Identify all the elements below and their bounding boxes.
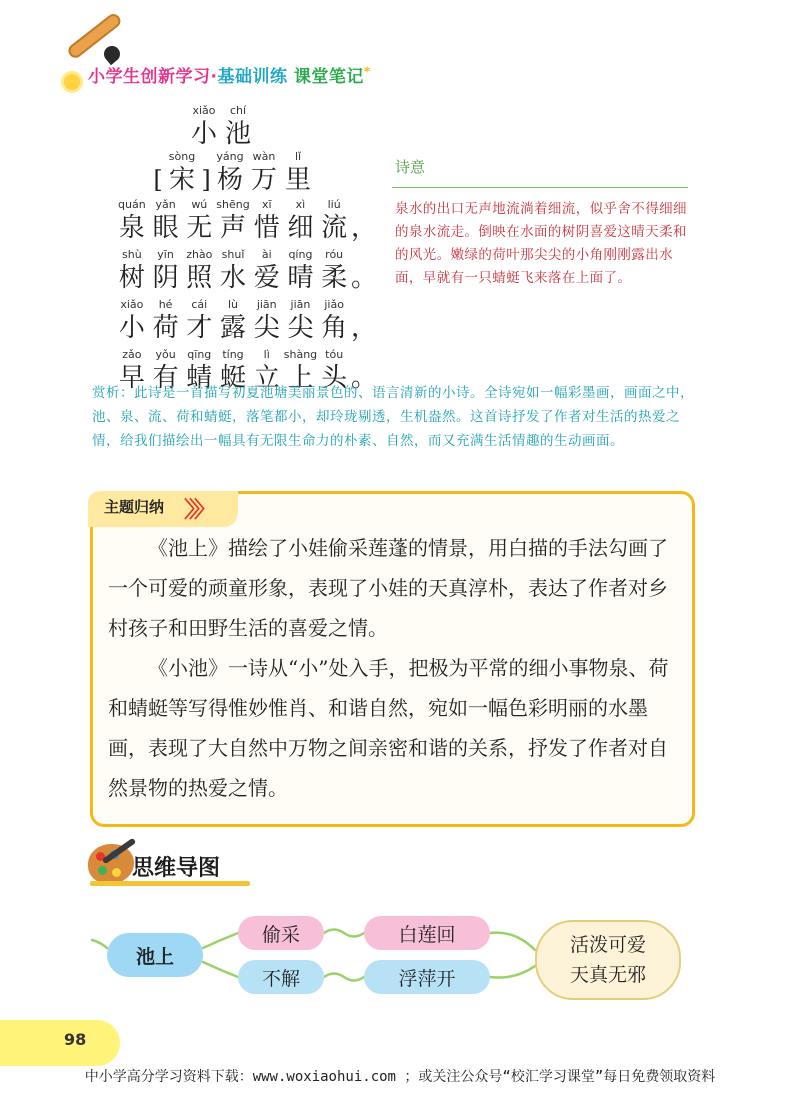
pinyin: xiǎo xyxy=(120,298,144,311)
meaning-text: 泉水的出口无声地流淌着细流，似乎舍不得细细的泉水流走。倒映在水面的树阴喜爱这晴天柔和的风光。嫩绿的荷叶那尖尖的小角刚刚露出水面，早就有一只蜻蜓飞来落在上面了。 xyxy=(395,201,687,286)
punctuation: ， xyxy=(351,313,378,343)
appreciation-text: 赏析：此诗是一首描写初夏池塘美丽景色的、语言清新的小诗。全诗宛如一幅彩墨画，画面之中，池、泉、流、荷和蜻蜓，落笔都小，却玲珑剔透，生机盎然。这首诗抒发了作者对生活的热爱之情，给我们描绘出一幅具有无限生命力的朴素、自然，而又充满生活情趣的生动画面。 xyxy=(92,385,694,449)
hanzi: 蜓 xyxy=(220,363,247,393)
mindmap-node: 浮萍开 xyxy=(364,960,490,994)
footer-text: 中小学高分学习资料下载：www.woxiaohui.com ；或关注公众号“校汇学习课堂”每日免费领取资料 xyxy=(84,1069,716,1085)
hanzi: 露 xyxy=(220,313,247,343)
mindmap-result xyxy=(535,920,681,1000)
banner-dot: · xyxy=(210,67,218,87)
theme-paragraph-2: 《小池》一诗从“小”处入手，把极为平常的细小事物泉、荷和蜻蜓等写得惟妙惟肖、和谐自然，宛如一幅色彩明丽的水墨画，表现了大自然中万物之间亲密和谐的关系，抒发了作者对自然景物的热爱之情。 xyxy=(108,656,669,800)
pinyin: yǒu xyxy=(155,348,176,361)
mindmap-title: 思维导图 xyxy=(132,856,221,881)
hanzi: 眼 xyxy=(152,213,179,243)
poem-title: xiǎo 小 chí 池 xyxy=(190,104,251,149)
pinyin: tíng xyxy=(222,348,244,361)
hanzi: 树 xyxy=(118,263,145,293)
punctuation: ， xyxy=(351,213,378,243)
connector xyxy=(324,974,364,981)
hanzi: 晴 xyxy=(287,263,314,293)
hanzi: 头 xyxy=(321,363,348,393)
hanzi: 蜻 xyxy=(186,363,213,393)
connector xyxy=(490,966,535,978)
banner-part2: 课堂笔记 xyxy=(293,67,364,87)
pinyin: shuǐ xyxy=(221,248,245,261)
result-line-2: 天真无邪 xyxy=(569,964,646,986)
hanzi: 早 xyxy=(118,363,145,393)
connector xyxy=(490,933,535,950)
hanzi: 小 xyxy=(118,313,145,343)
pinyin: shàng xyxy=(283,348,318,361)
banner-part1: 基础训练 xyxy=(217,67,288,87)
hanzi: 荷 xyxy=(152,313,179,343)
page-number-badge xyxy=(0,1020,120,1066)
theme-title: 主题归纳 xyxy=(104,498,165,516)
poem-author: [ sòng 宋 ] yáng 杨 wàn 万 lǐ 里 xyxy=(153,150,311,195)
pinyin: lù xyxy=(228,298,239,311)
hanzi: 才 xyxy=(186,313,213,343)
pinyin: xī xyxy=(261,198,272,211)
hanzi: 有 xyxy=(152,363,179,393)
pinyin: jiān xyxy=(256,298,277,311)
hanzi: 照 xyxy=(186,263,213,293)
pinyin: zǎo xyxy=(122,348,142,361)
pinyin: tóu xyxy=(325,348,344,361)
pinyin: zhào xyxy=(186,248,213,261)
hanzi: 流 xyxy=(321,213,348,243)
theme-paragraph-1: 《池上》描绘了小娃偷采莲蓬的情景，用白描的手法勾画了一个可爱的顽童形象，表现了小娃的天真淳朴，表达了作者对乡村孩子和田野生活的喜爱之情。 xyxy=(108,536,668,640)
pinyin: quán xyxy=(118,198,146,211)
hanzi: 细 xyxy=(287,213,314,243)
pinyin: róu xyxy=(325,248,344,261)
hanzi: 立 xyxy=(253,363,280,393)
punctuation: 。 xyxy=(351,263,378,293)
connector xyxy=(324,930,364,937)
pinyin: hé xyxy=(158,298,173,311)
pinyin: qíng xyxy=(288,248,313,261)
mindmap-root: 池上 xyxy=(107,933,203,977)
title-char: 小 xyxy=(190,119,217,149)
pinyin: cái xyxy=(191,298,208,311)
connector xyxy=(203,962,238,977)
pinyin: yīn xyxy=(157,248,174,261)
page-number: 98 xyxy=(64,1030,87,1049)
pinyin: xì xyxy=(295,198,306,211)
hanzi: 尖 xyxy=(287,313,314,343)
hanzi: 无 xyxy=(186,213,213,243)
pinyin: jiǎo xyxy=(324,298,344,311)
pinyin: wú xyxy=(191,198,208,211)
mindmap-node: 偷采 xyxy=(238,916,324,950)
pinyin: qīng xyxy=(187,348,212,361)
connector xyxy=(203,933,238,948)
mindmap-node: 白莲回 xyxy=(364,916,490,950)
mindmap-node: 不解 xyxy=(238,960,324,994)
hanzi: 阴 xyxy=(152,263,179,293)
meaning-label: 诗意 xyxy=(395,158,426,176)
brand-name: 小学生创新学习 xyxy=(88,67,211,87)
hanzi: 泉 xyxy=(118,213,145,243)
pinyin: lì xyxy=(263,348,270,361)
connector xyxy=(92,940,107,948)
star-icon: * xyxy=(363,64,371,79)
hanzi: 爱 xyxy=(253,263,280,293)
hanzi: 惜 xyxy=(253,213,280,243)
hanzi: 水 xyxy=(220,263,247,293)
pinyin: ài xyxy=(261,248,272,261)
result-line-1: 活泼可爱 xyxy=(569,934,646,956)
hanzi: 尖 xyxy=(253,313,280,343)
hanzi: 上 xyxy=(287,363,314,393)
hanzi: 柔 xyxy=(321,263,348,293)
punctuation: 。 xyxy=(351,363,378,393)
pinyin: liú xyxy=(327,198,341,211)
pinyin: shù xyxy=(122,248,142,261)
pinyin: yǎn xyxy=(155,198,176,211)
title-char: 池 xyxy=(224,119,251,149)
pinyin: jiān xyxy=(290,298,311,311)
chevron-right-icon: 〉〉〉 xyxy=(184,498,211,523)
hanzi: 声 xyxy=(220,213,247,243)
hanzi: 角 xyxy=(321,313,348,343)
pinyin: shēng xyxy=(216,198,250,211)
dynasty: 宋 xyxy=(168,165,195,195)
